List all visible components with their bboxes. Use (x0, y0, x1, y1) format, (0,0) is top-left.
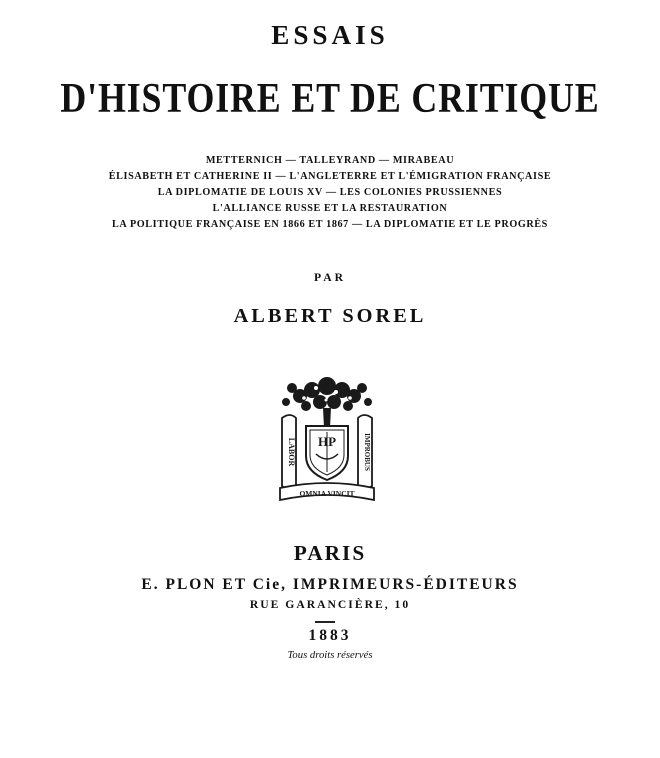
svg-text:IMPROBUS: IMPROBUS (363, 433, 371, 471)
by-label: PAR (313, 271, 347, 284)
series-title: ESSAIS (271, 20, 389, 50)
publisher: E. PLON ET Cie, IMPRIMEURS-ÉDITEURS (141, 576, 519, 593)
rights-notice: Tous droits réservés (287, 650, 373, 661)
subject-line: METTERNICH — TALLEYRAND — MIRABEAU (205, 155, 455, 166)
author-name: ALBERT SOREL (233, 305, 427, 327)
main-title: D'HISTOIRE ET DE CRITIQUE (60, 75, 600, 122)
divider (315, 621, 335, 623)
publication-year: 1883 (308, 627, 352, 644)
subject-line: LA POLITIQUE FRANÇAISE EN 1866 ET 1867 — LA DIPLOMATIE ET LE PROGRÈS (112, 219, 548, 230)
svg-text:OMNIA VINCIT: OMNIA VINCIT (299, 489, 355, 498)
subject-line: L'ALLIANCE RUSSE ET LA RESTAURATION (212, 203, 448, 214)
svg-text:HP: HP (317, 434, 337, 449)
subject-line: LA DIPLOMATIE DE LOUIS XV — LES COLONIES PRUSSIENNES (157, 187, 503, 198)
city: PARIS (293, 541, 367, 565)
subject-line: ÉLISABETH ET CATHERINE II — L'ANGLETERRE ET L'ÉMIGRATION FRANÇAISE (108, 171, 552, 182)
publisher-address: RUE GARANCIÈRE, 10 (249, 598, 411, 611)
printer-mark-icon (276, 372, 378, 504)
svg-text:LABOR: LABOR (287, 437, 296, 467)
